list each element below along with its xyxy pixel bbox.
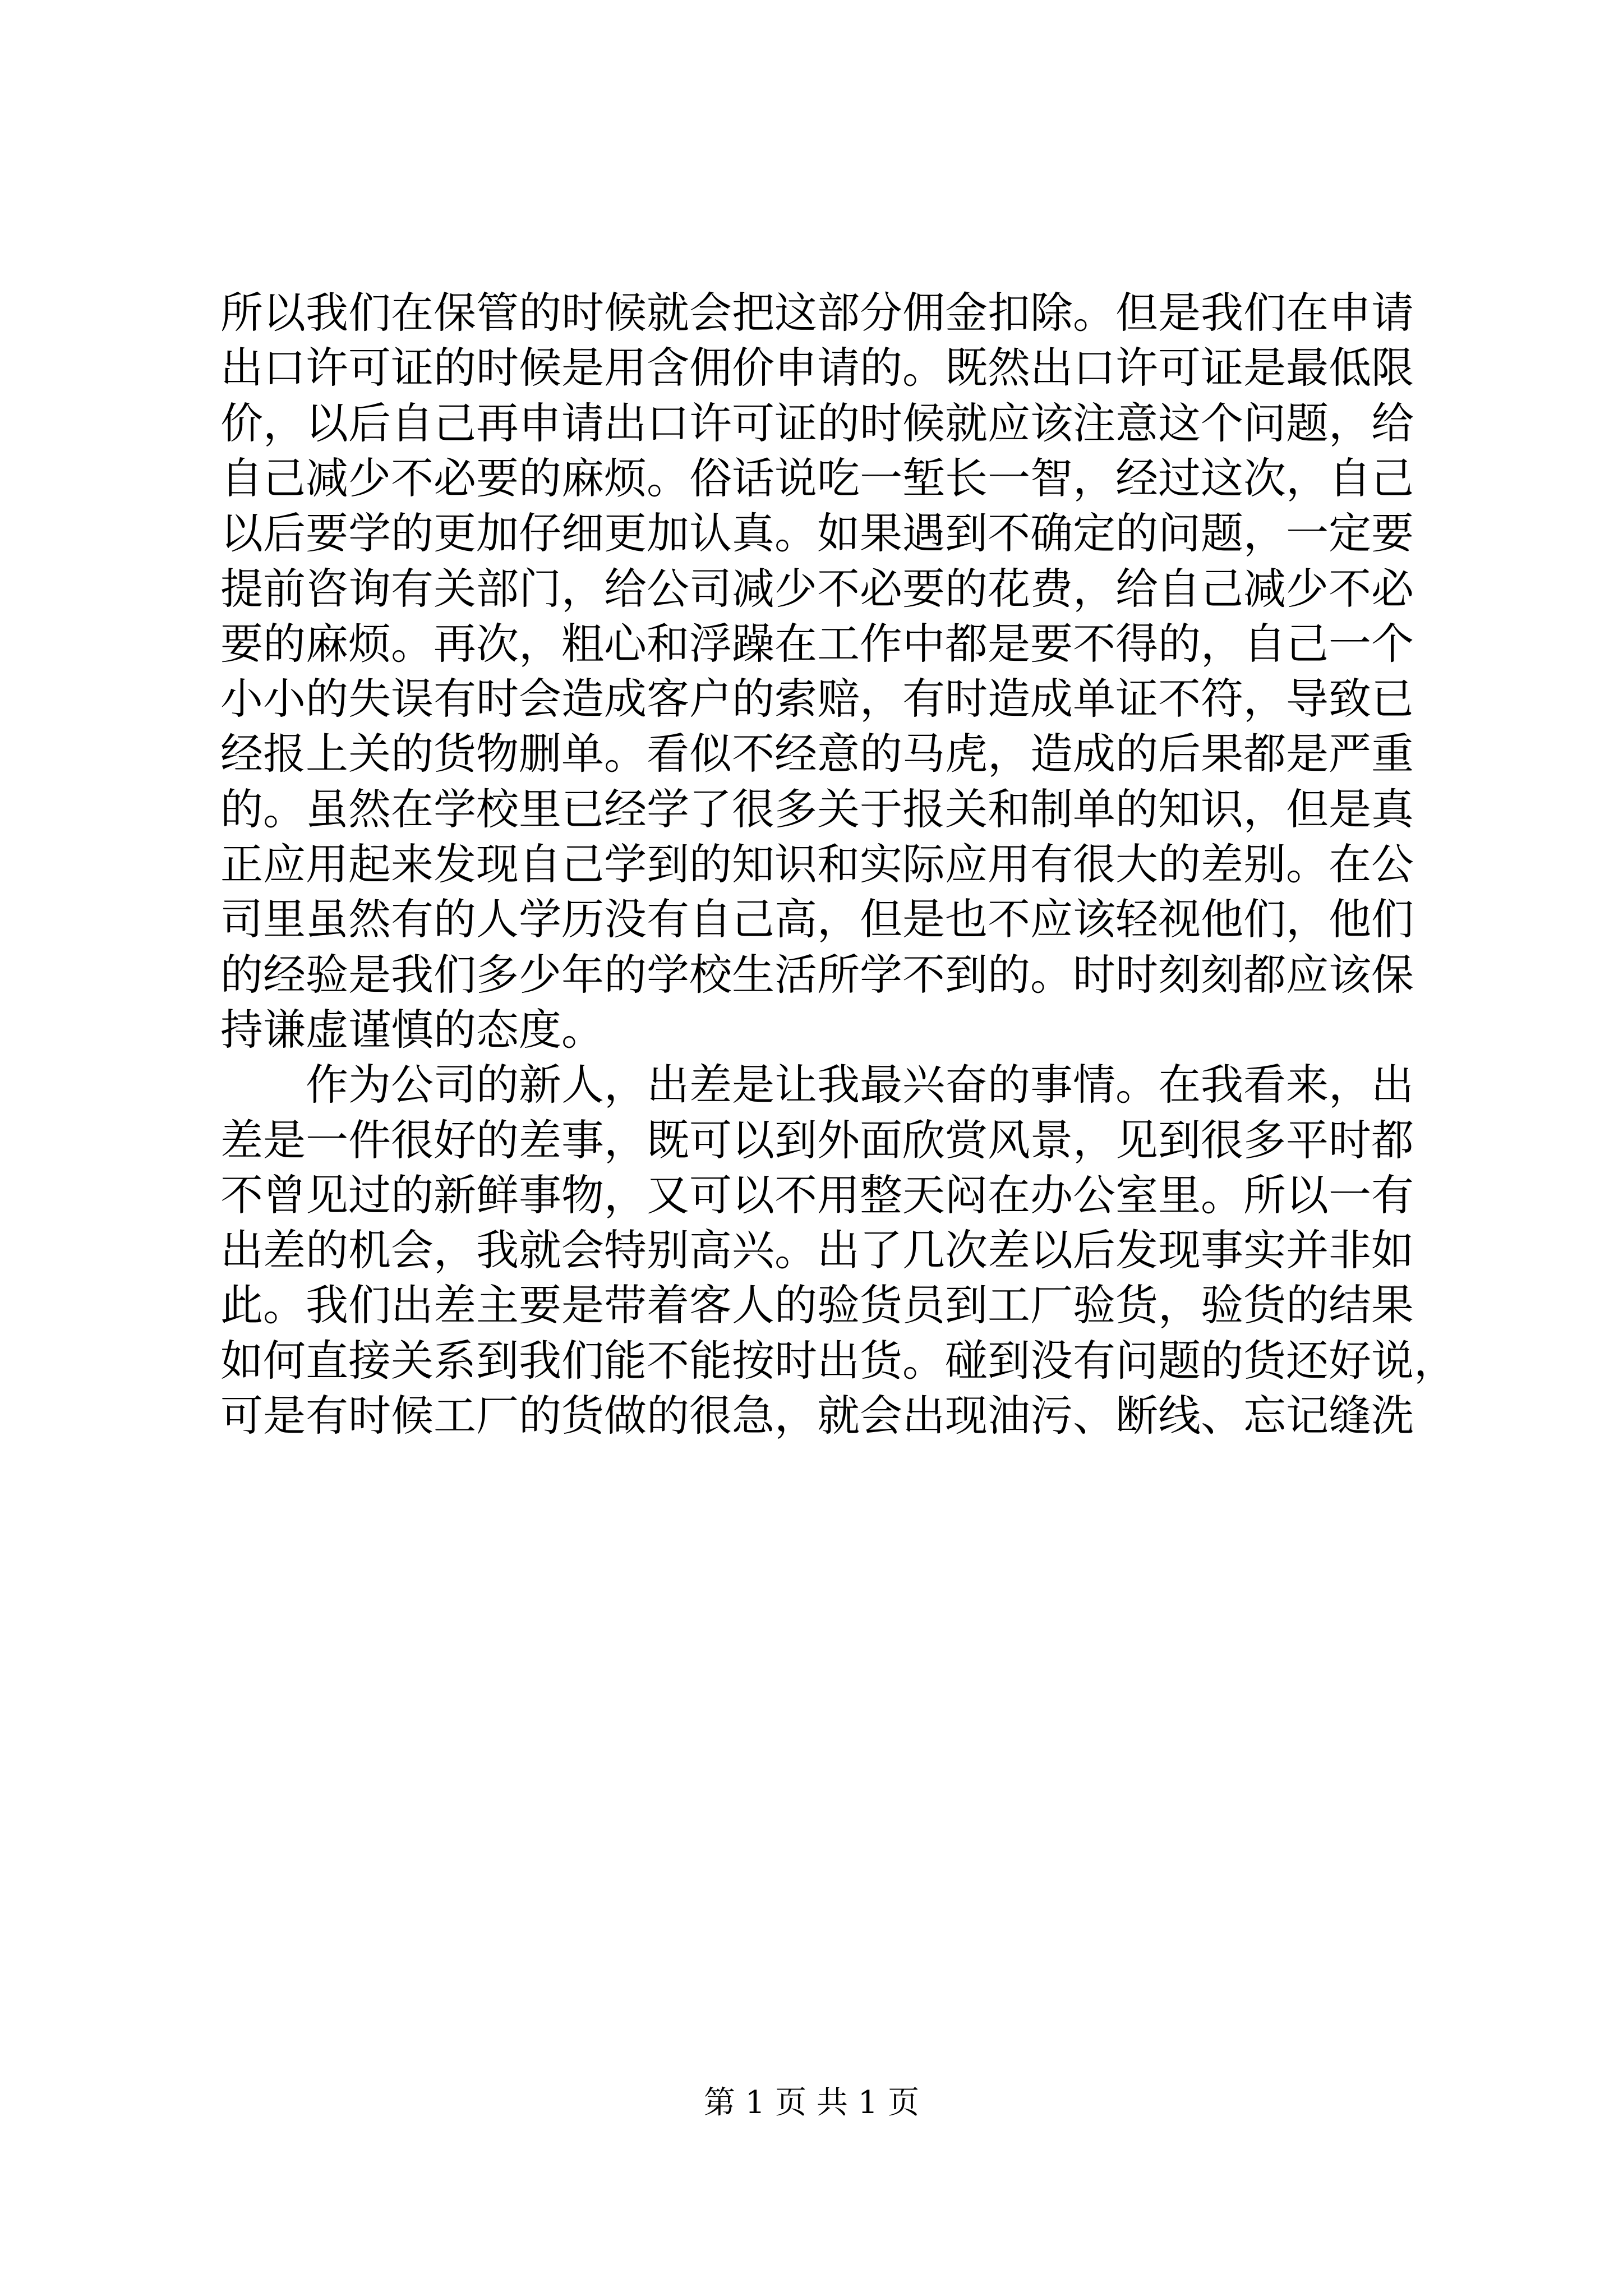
text-line: 小小的失误有时会造成客户的索赔，有时造成单证不符，导致已 — [220, 674, 1414, 724]
text-line: 可是有时候工厂的货做的很急，就会出现油污、断线、忘记缝洗 — [220, 1391, 1414, 1441]
text-line: 要的麻烦。再次，粗心和浮躁在工作中都是要不得的，自己一个 — [220, 618, 1414, 669]
text-line: 持谦虚谨慎的态度。 — [220, 1004, 604, 1055]
text-line: 提前咨询有关部门，给公司减少不必要的花费，给自己减少不必 — [220, 563, 1414, 614]
text-line: 的经验是我们多少年的学校生活所学不到的。时时刻刻都应该保 — [220, 949, 1414, 1000]
text-line: 的。虽然在学校里已经学了很多关于报关和制单的知识，但是真 — [220, 784, 1414, 834]
text-line: 所以我们在保管的时候就会把这部分佣金扣除。但是我们在申请 — [220, 288, 1414, 338]
text-line: 作为公司的新人，出差是让我最兴奋的事情。在我看来，出 — [306, 1060, 1414, 1110]
text-line: 出差的机会，我就会特别高兴。出了几次差以后发现事实并非如 — [220, 1225, 1414, 1276]
page-footer: 第 1 页 共 1 页 — [703, 2085, 920, 2121]
text-line: 经报上关的货物删单。看似不经意的马虎，造成的后果都是严重 — [220, 729, 1414, 779]
text-line: 价，以后自己再申请出口许可证的时候就应该注意这个问题，给 — [220, 398, 1414, 448]
text-line: 司里虽然有的人学历没有自己高，但是也不应该轻视他们，他们 — [220, 894, 1414, 945]
text-line: 正应用起来发现自己学到的知识和实际应用有很大的差别。在公 — [220, 839, 1414, 889]
text-line: 以后要学的更加仔细更加认真。如果遇到不确定的问题，一定要 — [220, 508, 1414, 559]
text-line: 出口许可证的时候是用含佣价申请的。既然出口许可证是最低限 — [220, 343, 1414, 393]
text-line: 自己减少不必要的麻烦。俗话说吃一堑长一智，经过这次，自己 — [220, 453, 1414, 503]
text-line: 如何直接关系到我们能不能按时出货。碰到没有问题的货还好说， — [220, 1335, 1456, 1386]
text-line: 不曾见过的新鲜事物，又可以不用整天闷在办公室里。所以一有 — [220, 1170, 1414, 1220]
text-line: 此。我们出差主要是带着客人的验货员到工厂验货，验货的结果 — [220, 1280, 1414, 1331]
text-line: 差是一件很好的差事，既可以到外面欣赏风景，见到很多平时都 — [220, 1115, 1414, 1165]
